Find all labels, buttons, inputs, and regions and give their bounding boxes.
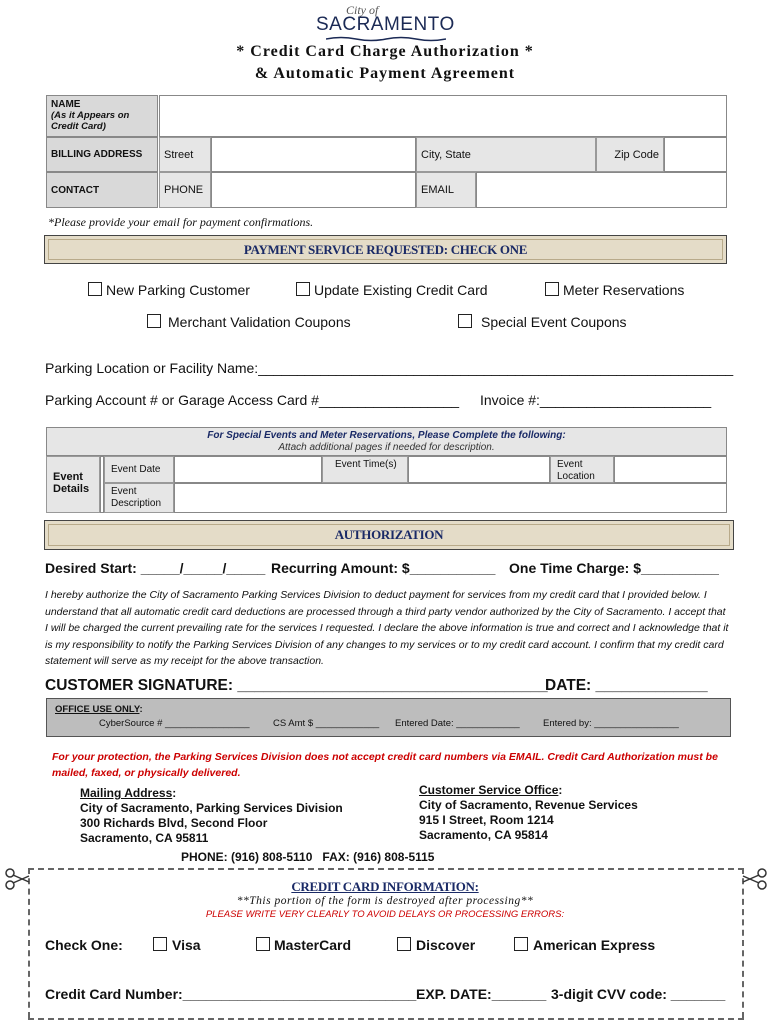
recurring-amount-field[interactable]: Recurring Amount: $___________: [271, 560, 496, 576]
phone-field[interactable]: [211, 172, 416, 208]
credit-card-heading: CREDIT CARD INFORMATION:: [291, 879, 479, 894]
mastercard-label: MasterCard: [274, 937, 352, 953]
cut-line-bottom: [28, 1018, 744, 1020]
protection-notice: For your protection, the Parking Services Division does not accept credit card numbers via EMAIL. Credit Card Authorization must be mailed, faxed, or physically delivered.: [52, 751, 718, 779]
mastercard-checkbox[interactable]: [256, 937, 270, 951]
signature-field[interactable]: CUSTOMER SIGNATURE: ____________________________________: [45, 677, 548, 694]
street-field[interactable]: [211, 137, 416, 172]
customer-service-line2: 915 I Street, Room 1214: [419, 813, 554, 827]
zip-label: Zip Code: [596, 137, 664, 172]
destroyed-note: **This portion of the form is destroyed after processing**: [236, 895, 534, 907]
special-event-checkbox[interactable]: [458, 314, 472, 328]
contact-label: CONTACT: [46, 172, 158, 208]
name-label: NAME: [51, 99, 81, 110]
event-time-label: Event Time(s): [322, 456, 408, 483]
cybersource-field: CyberSource # ________________: [99, 718, 250, 729]
office-use-title: OFFICE USE ONLY:: [55, 704, 143, 715]
entered-date-field: Entered Date: ____________: [395, 718, 520, 729]
logo-city-text: City of: [346, 3, 379, 17]
parking-location-field[interactable]: Parking Location or Facility Name:_____________________________________________________________: [45, 360, 734, 376]
authorization-banner: [44, 520, 734, 550]
update-card-label: Update Existing Credit Card: [314, 282, 488, 298]
authorization-banner-text: AUTHORIZATION: [48, 524, 730, 546]
name-field[interactable]: [159, 95, 727, 137]
mailing-line2: 300 Richards Blvd, Second Floor: [80, 816, 268, 830]
customer-service-line3: Sacramento, CA 95814: [419, 828, 548, 842]
cvv-field[interactable]: 3-digit CVV code: _______: [551, 986, 726, 1002]
check-one-label: Check One:: [45, 937, 123, 953]
email-note: *Please provide your email for payment confirmations.: [48, 215, 314, 229]
visa-label: Visa: [172, 937, 201, 953]
write-clearly-note: PLEASE WRITE VERY CLEARLY TO AVOID DELAYS OR PROCESSING ERRORS:: [205, 909, 565, 920]
events-header: [46, 427, 727, 456]
name-sublabel: (As it Appears on Credit Card): [51, 110, 130, 132]
form-title: * Credit Card Charge Authorization *: [236, 43, 534, 60]
amex-checkbox[interactable]: [514, 937, 528, 951]
entered-by-field: Entered by: ________________: [543, 718, 679, 729]
phone-fax: PHONE: (916) 808-5110 FAX: (916) 808-5115: [181, 850, 435, 864]
one-time-charge-field[interactable]: One Time Charge: $__________: [509, 560, 719, 576]
event-description-label: Event Description: [104, 483, 174, 513]
discover-label: Discover: [416, 937, 476, 953]
event-details-label: Event Details: [46, 456, 100, 513]
events-header-line2: Attach additional pages if needed for description.: [278, 442, 495, 453]
city-state-label: City, State: [416, 137, 596, 172]
card-number-field[interactable]: Credit Card Number:______________________________: [45, 986, 417, 1002]
cut-line-top: [28, 868, 744, 870]
phone-label: PHONE: [159, 172, 211, 208]
street-label: Street: [159, 137, 211, 172]
logo-sacramento: SACRAMENTO: [316, 14, 455, 35]
discover-checkbox[interactable]: [397, 937, 411, 951]
event-description-field[interactable]: [174, 483, 727, 513]
cs-amt-field: CS Amt $ ____________: [273, 718, 380, 729]
customer-service-address: Customer Service Office: City of Sacramento, Revenue Services 915 I Street, Room 1214 Sacramento, CA 95814: [419, 783, 638, 842]
exp-date-field[interactable]: EXP. DATE:_______: [416, 986, 547, 1002]
name-label-cell: [46, 95, 158, 137]
meter-reservations-label: Meter Reservations: [563, 282, 685, 298]
parking-account-field[interactable]: Parking Account # or Garage Access Card #__________________: [45, 392, 460, 408]
customer-service-heading: Customer Service Office: [419, 783, 559, 797]
visa-checkbox[interactable]: [153, 937, 167, 951]
amex-label: American Express: [533, 937, 656, 953]
email-field[interactable]: [476, 172, 727, 208]
merchant-validation-checkbox[interactable]: [147, 314, 161, 328]
event-time-field[interactable]: [408, 456, 550, 483]
logo-wave-icon: [326, 36, 446, 42]
payment-service-banner: [44, 235, 727, 264]
form-subtitle: & Automatic Payment Agreement: [254, 65, 516, 82]
new-parking-checkbox[interactable]: [88, 282, 102, 296]
new-parking-label: New Parking Customer: [106, 282, 250, 298]
special-event-label: Special Event Coupons: [481, 314, 627, 330]
office-use-box: [46, 698, 731, 737]
billing-label: BILLING ADDRESS: [46, 137, 158, 172]
event-date-field[interactable]: [174, 456, 322, 483]
mailing-address: Mailing Address: City of Sacramento, Parking Services Division 300 Richards Blvd, Second Floor Sacramento, CA 95811: [80, 786, 343, 845]
invoice-field[interactable]: Invoice #:______________________: [480, 392, 712, 408]
event-location-label: Event Location: [550, 456, 614, 483]
zip-field[interactable]: [664, 137, 727, 172]
event-location-field[interactable]: [614, 456, 727, 483]
payment-service-banner-text: PAYMENT SERVICE REQUESTED: CHECK ONE: [48, 239, 723, 260]
event-date-label: Event Date: [104, 456, 174, 483]
customer-service-line1: City of Sacramento, Revenue Services: [419, 798, 638, 812]
meter-reservations-checkbox[interactable]: [545, 282, 559, 296]
desired-start-field[interactable]: Desired Start: _____/_____/_____: [45, 560, 266, 576]
mailing-line1: City of Sacramento, Parking Services Division: [80, 801, 343, 815]
mailing-line3: Sacramento, CA 95811: [80, 831, 209, 845]
authorization-paragraph: I hereby authorize the City of Sacramento Parking Services Division to deduct payment for services from my credit card that I provided below. I understand that all automatic credit card deductions are processed through a third party vendor authorized by the City of Sacramento. I accept that I will be charged the current prevailing rate for the services I requested. I declare the above information is true and correct and I acknowledge that it is my responsibility to notify the Parking Services Division of any changes to my services or to my credit card account. I confirm that my credit card statement will serve as my receipt for the above transaction.: [45, 589, 729, 667]
email-label: EMAIL: [416, 172, 476, 208]
events-header-line1: For Special Events and Meter Reservations, Please Complete the following:: [207, 430, 566, 441]
update-card-checkbox[interactable]: [296, 282, 310, 296]
merchant-validation-label: Merchant Validation Coupons: [168, 314, 351, 330]
date-field[interactable]: DATE: _____________: [545, 677, 708, 694]
mailing-heading: Mailing Address: [80, 786, 173, 800]
